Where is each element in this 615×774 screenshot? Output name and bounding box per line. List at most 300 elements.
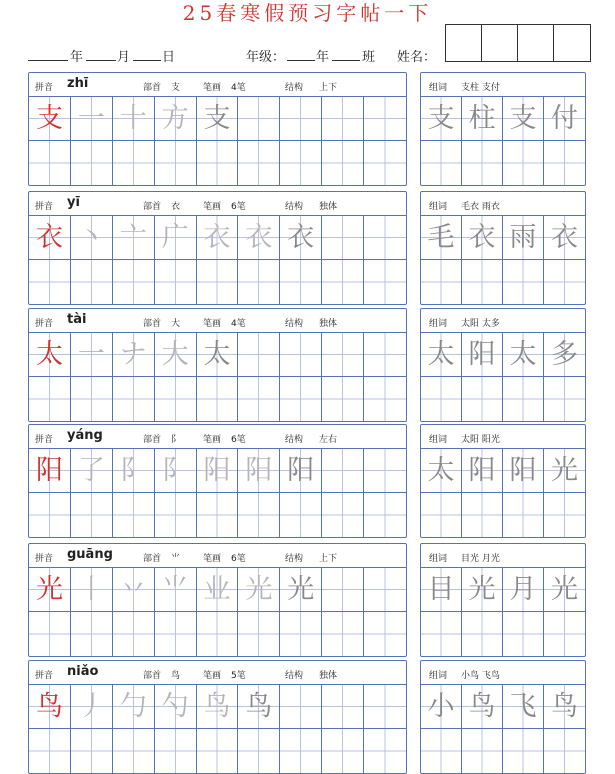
grid-cell[interactable] xyxy=(113,568,155,611)
grid-cell[interactable] xyxy=(238,493,280,537)
grid-cell[interactable] xyxy=(462,493,503,537)
grid-cell[interactable] xyxy=(197,333,239,376)
practice-grid xyxy=(29,685,406,773)
grid-cell[interactable] xyxy=(503,141,544,185)
pinyin-value: tài xyxy=(67,312,87,327)
grid-cell[interactable] xyxy=(197,493,239,537)
radical-value: 鸟 xyxy=(171,671,181,681)
char-header xyxy=(29,661,406,685)
stroke-step-char: ⺌ xyxy=(161,574,189,605)
grid-cell[interactable] xyxy=(280,216,322,259)
grid-cell[interactable] xyxy=(238,449,280,492)
grid-cell[interactable] xyxy=(29,685,71,728)
char-practice-block xyxy=(28,191,407,305)
stroke-step-char: 了 xyxy=(77,455,105,486)
grid-cell[interactable] xyxy=(71,97,113,140)
stroke-step-char: 丨 xyxy=(77,574,105,605)
grid-cell[interactable] xyxy=(364,612,406,656)
grid-cell[interactable] xyxy=(544,97,585,140)
grid-cell[interactable] xyxy=(322,729,364,773)
word-row xyxy=(421,612,585,656)
grid-cell[interactable] xyxy=(155,260,197,304)
grid-cell[interactable] xyxy=(238,377,280,421)
grid-cell[interactable] xyxy=(421,97,462,140)
structure-label: 结构 xyxy=(285,202,304,212)
month-blank[interactable] xyxy=(86,60,116,61)
year-blank[interactable] xyxy=(28,60,68,61)
structure-label: 结构 xyxy=(285,319,304,329)
pinyin-value: yáng xyxy=(67,428,103,443)
grid-cell[interactable] xyxy=(280,493,322,537)
grid-cell[interactable] xyxy=(113,333,155,376)
stroke-step-char: 鸟 xyxy=(245,691,273,722)
word-char: 太 xyxy=(427,455,455,486)
grid-cell[interactable] xyxy=(71,612,113,656)
stroke-step-char: 光 xyxy=(245,574,273,605)
grid-cell[interactable] xyxy=(238,141,280,185)
word-practice-block xyxy=(420,308,586,422)
grid-cell[interactable] xyxy=(280,377,322,421)
grid-cell[interactable] xyxy=(113,216,155,259)
words-label: 组词 xyxy=(429,435,448,445)
grid-cell[interactable] xyxy=(462,612,503,656)
practice-row xyxy=(29,729,406,773)
radical-value: 阝 xyxy=(171,435,181,445)
grid-cell[interactable] xyxy=(503,97,544,140)
name-box[interactable] xyxy=(445,24,591,62)
grid-cell[interactable] xyxy=(238,333,280,376)
grid-cell[interactable] xyxy=(155,141,197,185)
grid-cell[interactable] xyxy=(197,612,239,656)
grid-cell[interactable] xyxy=(280,568,322,611)
grid-cell[interactable] xyxy=(544,493,585,537)
char-practice-block xyxy=(28,660,407,774)
word-char: 衣 xyxy=(468,222,496,253)
grid-cell[interactable] xyxy=(29,97,71,140)
grid-cell[interactable] xyxy=(113,729,155,773)
pinyin-value: niǎo xyxy=(67,664,99,679)
grid-cell[interactable] xyxy=(421,377,462,421)
grid-cell[interactable] xyxy=(238,260,280,304)
grid-cell[interactable] xyxy=(71,685,113,728)
strokes-label: 笔画 xyxy=(203,671,222,681)
word-char: 阳 xyxy=(509,455,537,486)
word-char: 柱 xyxy=(468,103,496,134)
strokes-label: 笔画 xyxy=(203,83,222,93)
word-grid xyxy=(421,568,585,656)
grid-cell[interactable] xyxy=(197,729,239,773)
main-char: 光 xyxy=(35,574,63,605)
grid-cell[interactable] xyxy=(322,449,364,492)
word-header xyxy=(421,192,585,216)
word-practice-block xyxy=(420,424,586,538)
practice-row xyxy=(29,493,406,537)
word-grid xyxy=(421,449,585,537)
grid-cell[interactable] xyxy=(29,493,71,537)
grid-cell[interactable] xyxy=(71,141,113,185)
grid-cell[interactable] xyxy=(462,449,503,492)
grade-label: 年级： xyxy=(246,50,286,65)
grid-cell[interactable] xyxy=(280,449,322,492)
word-char: 太 xyxy=(427,339,455,370)
grid-cell[interactable] xyxy=(322,260,364,304)
grid-cell[interactable] xyxy=(364,685,406,728)
main-char: 太 xyxy=(35,339,63,370)
grid-cell[interactable] xyxy=(421,449,462,492)
class-label: 班 xyxy=(362,50,376,65)
practice-grid xyxy=(29,216,406,304)
word-char: 阳 xyxy=(468,455,496,486)
stroke-step-char: 丶 xyxy=(77,222,105,253)
grid-cell[interactable] xyxy=(364,568,406,611)
grid-cell[interactable] xyxy=(71,568,113,611)
grid-cell[interactable] xyxy=(155,216,197,259)
grid-cell[interactable] xyxy=(155,612,197,656)
word-char: 光 xyxy=(551,455,578,486)
grid-cell[interactable] xyxy=(29,216,71,259)
grid-cell[interactable] xyxy=(462,97,503,140)
grid-cell[interactable] xyxy=(29,377,71,421)
grid-cell[interactable] xyxy=(113,449,155,492)
grid-cell[interactable] xyxy=(421,685,462,728)
char-header xyxy=(29,544,406,568)
grid-cell[interactable] xyxy=(71,216,113,259)
grid-cell[interactable] xyxy=(544,216,585,259)
day-blank[interactable] xyxy=(133,60,161,61)
words-value: 太阳 阳光 xyxy=(461,435,500,445)
structure-value: 独体 xyxy=(319,671,338,681)
grid-cell[interactable] xyxy=(421,216,462,259)
pinyin-label: 拼音 xyxy=(35,554,54,564)
word-char: 目 xyxy=(427,574,455,605)
grid-cell[interactable] xyxy=(462,260,503,304)
word-row xyxy=(421,685,585,729)
grid-cell[interactable] xyxy=(155,493,197,537)
grid-cell[interactable] xyxy=(155,729,197,773)
words-label: 组词 xyxy=(429,83,448,93)
words-value: 支柱 支付 xyxy=(461,83,500,93)
grid-cell[interactable] xyxy=(364,216,406,259)
word-practice-block xyxy=(420,543,586,657)
grid-cell[interactable] xyxy=(280,685,322,728)
strokes-label: 笔画 xyxy=(203,319,222,329)
grid-cell[interactable] xyxy=(71,260,113,304)
grid-cell[interactable] xyxy=(197,260,239,304)
grid-cell[interactable] xyxy=(364,449,406,492)
grid-cell[interactable] xyxy=(113,260,155,304)
grid-cell[interactable] xyxy=(544,568,585,611)
name-cell[interactable] xyxy=(482,25,518,61)
word-grid xyxy=(421,97,585,185)
structure-value: 独体 xyxy=(319,202,338,212)
structure-value: 独体 xyxy=(319,319,338,329)
grid-cell[interactable] xyxy=(113,493,155,537)
strokes-value: 6笔 xyxy=(231,435,246,445)
grid-cell[interactable] xyxy=(322,141,364,185)
word-row xyxy=(421,141,585,185)
grid-cell[interactable] xyxy=(322,333,364,376)
grid-cell[interactable] xyxy=(421,333,462,376)
grid-cell[interactable] xyxy=(544,449,585,492)
practice-grid xyxy=(29,568,406,656)
word-header xyxy=(421,425,585,449)
main-char: 鸟 xyxy=(35,691,63,722)
grid-cell[interactable] xyxy=(322,568,364,611)
word-char: 衣 xyxy=(551,222,578,253)
grid-cell[interactable] xyxy=(155,449,197,492)
grid-cell[interactable] xyxy=(364,141,406,185)
word-practice-block xyxy=(420,660,586,774)
words-value: 太阳 太多 xyxy=(461,319,500,329)
grid-cell[interactable] xyxy=(280,729,322,773)
grid-cell[interactable] xyxy=(29,141,71,185)
grid-cell[interactable] xyxy=(238,729,280,773)
structure-label: 结构 xyxy=(285,83,304,93)
word-row xyxy=(421,333,585,377)
grid-cell[interactable] xyxy=(155,568,197,611)
stroke-step-char: 亠 xyxy=(119,222,147,253)
grid-cell[interactable] xyxy=(113,141,155,185)
stroke-step-char: 太 xyxy=(203,339,231,370)
grid-cell[interactable] xyxy=(238,216,280,259)
grid-cell[interactable] xyxy=(29,333,71,376)
grid-cell[interactable] xyxy=(197,685,239,728)
grid-cell[interactable] xyxy=(197,568,239,611)
grid-cell[interactable] xyxy=(238,685,280,728)
grid-cell[interactable] xyxy=(113,685,155,728)
char-practice-block xyxy=(28,424,407,538)
grid-cell[interactable] xyxy=(113,97,155,140)
strokes-value: 6笔 xyxy=(231,202,246,212)
word-char: 太 xyxy=(509,339,537,370)
grid-cell[interactable] xyxy=(544,685,585,728)
practice-row xyxy=(29,568,406,612)
stroke-step-char: 方 xyxy=(161,103,189,134)
grid-cell[interactable] xyxy=(238,568,280,611)
stroke-step-char: 鸟 xyxy=(203,691,231,722)
grid-cell[interactable] xyxy=(280,260,322,304)
grid-cell[interactable] xyxy=(421,141,462,185)
practice-grid xyxy=(29,333,406,421)
grid-cell[interactable] xyxy=(364,97,406,140)
grid-cell[interactable] xyxy=(71,333,113,376)
structure-value: 左右 xyxy=(319,435,338,445)
grid-cell[interactable] xyxy=(155,377,197,421)
grid-cell[interactable] xyxy=(322,612,364,656)
grid-cell[interactable] xyxy=(197,449,239,492)
words-label: 组词 xyxy=(429,671,448,681)
page-title: 25春寒假预习字帖一下 xyxy=(182,1,433,25)
grid-cell[interactable] xyxy=(280,612,322,656)
grid-cell[interactable] xyxy=(421,729,462,773)
grid-cell[interactable] xyxy=(544,729,585,773)
strokes-value: 4笔 xyxy=(231,83,246,93)
grid-cell[interactable] xyxy=(364,493,406,537)
words-value: 毛衣 雨衣 xyxy=(461,202,500,212)
grid-cell[interactable] xyxy=(29,260,71,304)
grid-cell[interactable] xyxy=(29,449,71,492)
class-blank[interactable] xyxy=(332,60,360,61)
word-char: 阳 xyxy=(468,339,496,370)
word-char: 鸟 xyxy=(468,691,496,722)
radical-label: 部首 xyxy=(143,319,162,329)
grid-cell[interactable] xyxy=(238,97,280,140)
grid-cell[interactable] xyxy=(322,216,364,259)
stroke-step-char: 阳 xyxy=(245,455,273,486)
grid-cell[interactable] xyxy=(421,612,462,656)
main-char: 衣 xyxy=(35,222,63,253)
word-grid xyxy=(421,685,585,773)
stroke-step-char: 丷 xyxy=(119,574,147,605)
grid-cell[interactable] xyxy=(544,260,585,304)
stroke-step-char: 阝 xyxy=(161,455,189,486)
grid-cell[interactable] xyxy=(197,97,239,140)
grid-cell[interactable] xyxy=(71,449,113,492)
grid-cell[interactable] xyxy=(71,377,113,421)
stroke-step-char: 勺 xyxy=(161,691,189,722)
char-header xyxy=(29,309,406,333)
grid-cell[interactable] xyxy=(503,216,544,259)
word-char: 飞 xyxy=(509,691,537,722)
grid-cell[interactable] xyxy=(462,216,503,259)
stroke-step-char: 阝 xyxy=(119,455,147,486)
name-label: 姓名： xyxy=(397,50,437,65)
grid-cell[interactable] xyxy=(462,377,503,421)
grid-cell[interactable] xyxy=(462,729,503,773)
stroke-step-char: 阳 xyxy=(203,455,231,486)
practice-grid xyxy=(29,449,406,537)
word-header xyxy=(421,309,585,333)
radical-label: 部首 xyxy=(143,554,162,564)
grid-cell[interactable] xyxy=(322,685,364,728)
grid-cell[interactable] xyxy=(364,377,406,421)
stroke-step-char: 阳 xyxy=(287,455,315,486)
grid-cell[interactable] xyxy=(155,333,197,376)
grid-cell[interactable] xyxy=(113,377,155,421)
word-practice-block xyxy=(420,191,586,305)
grid-cell[interactable] xyxy=(71,729,113,773)
grid-cell[interactable] xyxy=(544,333,585,376)
grid-cell[interactable] xyxy=(280,97,322,140)
grid-cell[interactable] xyxy=(322,97,364,140)
grade-blank[interactable] xyxy=(287,60,315,61)
grid-cell[interactable] xyxy=(29,729,71,773)
grid-cell[interactable] xyxy=(364,729,406,773)
word-header xyxy=(421,544,585,568)
grid-cell[interactable] xyxy=(71,493,113,537)
grid-cell[interactable] xyxy=(503,729,544,773)
grade-year-label: 年 xyxy=(316,50,330,65)
grid-cell[interactable] xyxy=(197,377,239,421)
grid-cell[interactable] xyxy=(322,493,364,537)
word-char: 光 xyxy=(551,574,578,605)
practice-grid xyxy=(29,97,406,185)
grid-cell[interactable] xyxy=(503,377,544,421)
word-char: 月 xyxy=(509,574,537,605)
grid-cell[interactable] xyxy=(421,260,462,304)
grid-cell[interactable] xyxy=(421,568,462,611)
stroke-step-char: 一 xyxy=(77,103,105,134)
grid-cell[interactable] xyxy=(503,685,544,728)
grid-cell[interactable] xyxy=(364,260,406,304)
stroke-step-char: 衣 xyxy=(245,222,273,253)
stroke-step-char: 光 xyxy=(287,574,315,605)
practice-row xyxy=(29,260,406,304)
stroke-step-char: 丿 xyxy=(77,691,105,722)
day-label: 日 xyxy=(162,50,176,65)
grid-cell[interactable] xyxy=(421,493,462,537)
words-value: 目光 月光 xyxy=(461,554,500,564)
grid-cell[interactable] xyxy=(503,493,544,537)
practice-row xyxy=(29,216,406,260)
grid-cell[interactable] xyxy=(544,612,585,656)
grid-cell[interactable] xyxy=(280,141,322,185)
grid-cell[interactable] xyxy=(503,568,544,611)
structure-label: 结构 xyxy=(285,671,304,681)
grid-cell[interactable] xyxy=(462,568,503,611)
grid-cell[interactable] xyxy=(113,612,155,656)
strokes-label: 笔画 xyxy=(203,435,222,445)
word-header xyxy=(421,73,585,97)
words-value: 小鸟 飞鸟 xyxy=(461,671,500,681)
grid-cell[interactable] xyxy=(280,333,322,376)
name-cell[interactable] xyxy=(518,25,554,61)
grid-cell[interactable] xyxy=(29,612,71,656)
strokes-label: 笔画 xyxy=(203,202,222,212)
char-practice-block xyxy=(28,543,407,657)
radical-label: 部首 xyxy=(143,671,162,681)
practice-row xyxy=(29,685,406,729)
practice-row xyxy=(29,612,406,656)
pinyin-value: yī xyxy=(67,195,80,210)
structure-value: 上下 xyxy=(319,554,338,564)
grid-cell[interactable] xyxy=(544,141,585,185)
grid-cell[interactable] xyxy=(197,216,239,259)
words-label: 组词 xyxy=(429,202,448,212)
grid-cell[interactable] xyxy=(29,568,71,611)
word-row xyxy=(421,729,585,773)
grid-cell[interactable] xyxy=(238,612,280,656)
grid-cell[interactable] xyxy=(462,685,503,728)
word-char: 付 xyxy=(551,103,578,134)
word-char: 毛 xyxy=(427,222,455,253)
grid-cell[interactable] xyxy=(503,260,544,304)
practice-row xyxy=(29,333,406,377)
stroke-step-char: 一 xyxy=(77,339,105,370)
grid-cell[interactable] xyxy=(462,333,503,376)
word-row xyxy=(421,449,585,493)
grid-cell[interactable] xyxy=(544,377,585,421)
word-char: 多 xyxy=(551,339,578,370)
grid-cell[interactable] xyxy=(155,685,197,728)
grid-cell[interactable] xyxy=(462,141,503,185)
grid-cell[interactable] xyxy=(322,377,364,421)
grid-cell[interactable] xyxy=(364,333,406,376)
grid-cell[interactable] xyxy=(503,449,544,492)
grid-cell[interactable] xyxy=(155,97,197,140)
word-practice-block xyxy=(420,72,586,186)
grid-cell[interactable] xyxy=(197,141,239,185)
grid-cell[interactable] xyxy=(503,333,544,376)
name-cell[interactable] xyxy=(554,25,590,61)
pinyin-label: 拼音 xyxy=(35,202,54,212)
char-header xyxy=(29,425,406,449)
name-cell[interactable] xyxy=(446,25,482,61)
stroke-step-char: 衣 xyxy=(287,222,315,253)
words-label: 组词 xyxy=(429,319,448,329)
grid-cell[interactable] xyxy=(503,612,544,656)
word-char: 雨 xyxy=(509,222,537,253)
